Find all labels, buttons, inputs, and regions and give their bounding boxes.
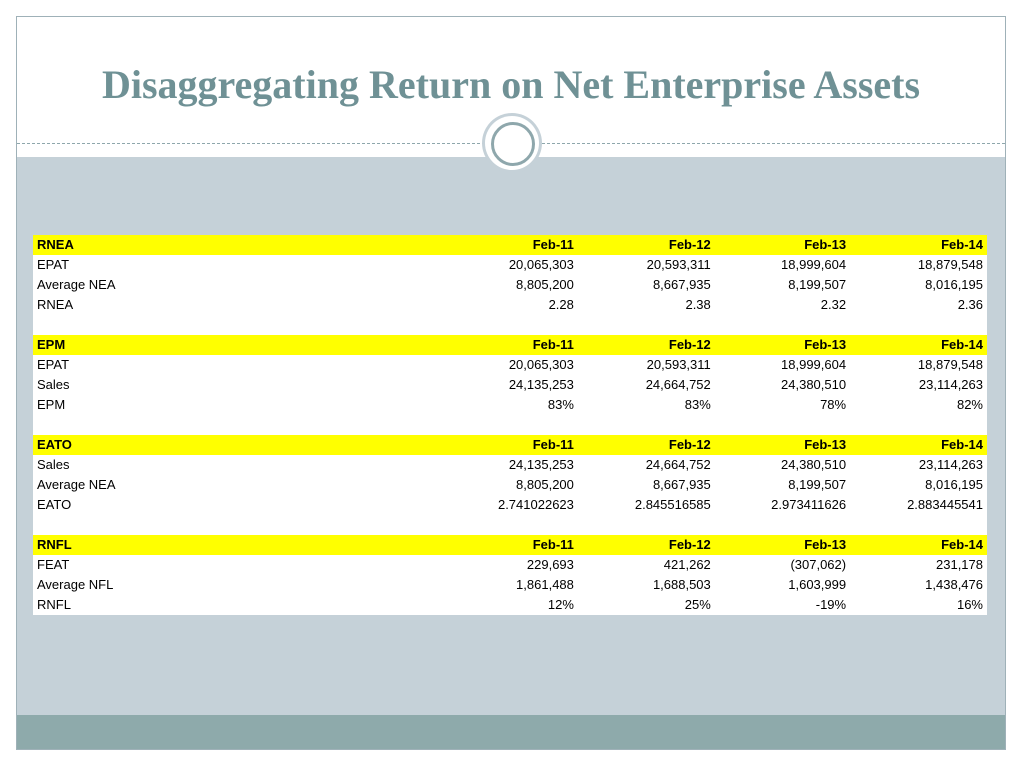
table-cell: 20,065,303 [508,357,574,372]
period-header: Feb-14 [850,435,987,455]
section-header-row [33,235,987,255]
table-cell: 8,805,200 [516,277,574,292]
table-row [33,595,987,615]
table-cell: 12% [547,597,574,612]
table-row [33,275,987,295]
table-cell: 421,262 [663,557,711,572]
table-cell: -19% [815,597,847,612]
period-header: Feb-13 [715,235,850,255]
table-cell: 8,199,507 [788,277,847,292]
table-cell: 24,664,752 [645,457,711,472]
period-header: Feb-12 [578,535,715,555]
row-label: RNEA [37,297,74,312]
row-label: EPM [37,397,66,412]
table-cell: 1,861,488 [516,577,574,592]
row-label: RNFL [37,597,71,612]
table-cell: (307,062) [790,557,847,572]
table-cell: 2.845516585 [634,497,711,512]
section-title: RNFL [33,535,441,555]
spacer-row [33,515,987,535]
table-cell: 83% [684,397,711,412]
table-cell: 25% [684,597,711,612]
section-header-row [33,435,987,455]
table-cell: 24,380,510 [781,457,847,472]
table-cell: 2.36 [957,297,983,312]
period-header: Feb-12 [578,335,715,355]
table-cell: 20,593,311 [646,257,711,272]
period-header: Feb-14 [850,235,987,255]
table-cell: 1,688,503 [652,577,711,592]
table-cell: 1,603,999 [788,577,847,592]
spacer-row [33,415,987,435]
table-cell: 24,380,510 [781,377,847,392]
financial-table [33,235,987,615]
table-cell: 8,667,935 [652,477,711,492]
table-cell: 8,667,935 [652,277,711,292]
table-cell: 231,178 [936,557,983,572]
table-cell: 2.32 [820,297,847,312]
row-label: Average NEA [37,477,116,492]
table-row [33,495,987,515]
table-row [33,575,987,595]
table-row [33,455,987,475]
period-header: Feb-11 [441,235,578,255]
row-label: Average NEA [37,277,116,292]
table-cell: 2.973411626 [771,497,847,512]
table-cell: 24,135,253 [508,377,574,392]
table-cell: 2.883445541 [907,497,983,512]
slide [16,16,1006,750]
table-cell: 18,999,604 [781,357,847,372]
section-title: EATO [33,435,441,455]
period-header: Feb-14 [850,535,987,555]
table-row [33,555,987,575]
row-label: Sales [37,457,70,472]
table-cell: 8,016,195 [925,477,983,492]
table-cell: 18,879,548 [917,357,983,372]
table-cell: 82% [956,397,983,412]
table-row [33,255,987,275]
table-cell: 2.741022623 [497,497,574,512]
row-label: EPAT [37,357,70,372]
period-header: Feb-12 [578,235,715,255]
table-cell: 8,016,195 [925,277,983,292]
table-row [33,295,987,315]
row-label: EPAT [37,257,70,272]
table-row [33,355,987,375]
spacer-row [33,315,987,335]
table-cell: 20,593,311 [646,357,711,372]
table-cell: 83% [547,397,574,412]
table-cell: 23,114,263 [918,457,983,472]
period-header: Feb-13 [715,335,850,355]
table-cell: 1,438,476 [925,577,983,592]
section-header-row [33,535,987,555]
table-cell: 16% [956,597,983,612]
table-cell: 24,664,752 [645,377,711,392]
table-cell: 8,199,507 [788,477,847,492]
table-row [33,375,987,395]
row-label: Sales [37,377,70,392]
section-title: RNEA [33,235,441,255]
table-cell: 18,879,548 [917,257,983,272]
table-cell: 20,065,303 [508,257,574,272]
period-header: Feb-13 [715,435,850,455]
table-cell: 78% [820,397,847,412]
table-cell: 18,999,604 [781,257,847,272]
table-row [33,395,987,415]
row-label: Average NFL [37,577,114,592]
period-header: Feb-13 [715,535,850,555]
period-header: Feb-14 [850,335,987,355]
table-cell: 229,693 [526,557,574,572]
period-header: Feb-11 [441,535,578,555]
table-row [33,475,987,495]
row-label: EATO [37,497,72,512]
section-title: EPM [33,335,441,355]
period-header: Feb-11 [441,335,578,355]
period-header: Feb-11 [441,435,578,455]
table-cell: 2.28 [548,297,574,312]
slide-title: Disaggregating Return on Net Enterprise Assets [101,62,921,107]
period-header: Feb-12 [578,435,715,455]
row-label: FEAT [37,557,70,572]
circle-ornament-icon [485,116,539,170]
footer-band [17,715,1005,749]
financial-table-wrapper [33,235,987,615]
table-cell: 8,805,200 [516,477,574,492]
table-cell: 2.38 [685,297,711,312]
table-cell: 23,114,263 [918,377,983,392]
table-cell: 24,135,253 [508,457,574,472]
section-header-row [33,335,987,355]
